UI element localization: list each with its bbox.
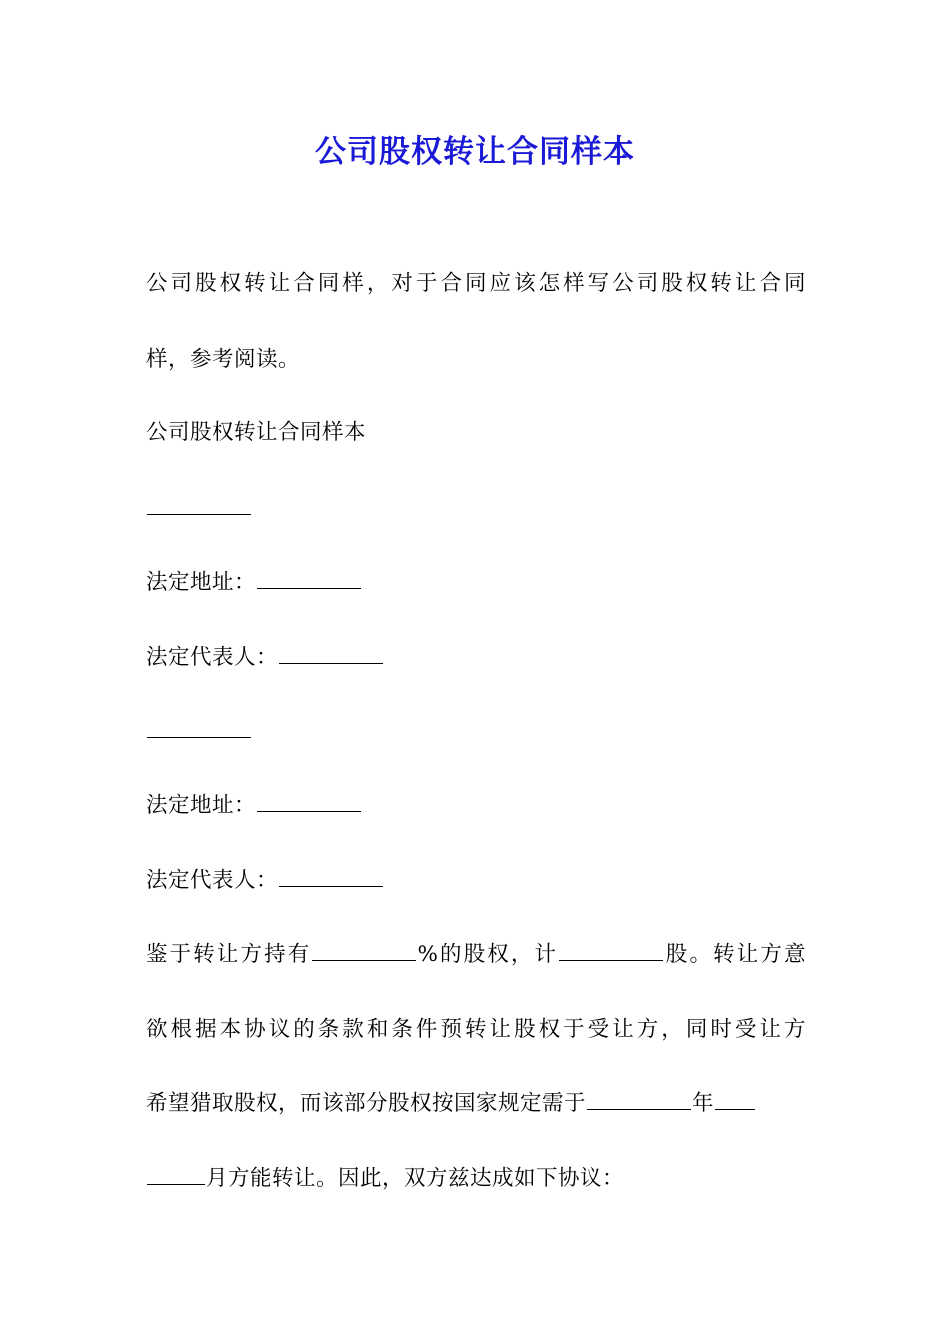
body-line-4 [146, 1159, 806, 1199]
share-percent-blank [312, 938, 416, 961]
party-b-address-label: 法定地址： [146, 793, 257, 818]
document-title: 公司股权转让合同样本 [315, 134, 635, 170]
party-a-rep-blank [279, 641, 383, 664]
section-subtitle: 公司股权转让合同样本 [146, 420, 367, 445]
body-line-3-part-b: 年 [692, 1091, 715, 1116]
party-b-name-line [146, 712, 806, 752]
body-line-1-part-b: %的股权，计 [417, 942, 559, 967]
month-blank-end [147, 1162, 205, 1185]
party-a-rep-line [146, 638, 806, 678]
body-line-4-text: 月方能转让。因此，双方兹达成如下协议： [206, 1166, 625, 1191]
party-b-address-line [146, 786, 806, 826]
body-line-3-part-a: 希望猎取股权，而该部分股权按国家规定需于 [146, 1091, 587, 1116]
party-b-rep-line [146, 861, 806, 901]
month-blank-start [715, 1087, 755, 1110]
party-a-address-label: 法定地址： [146, 570, 257, 595]
party-b-name-blank [147, 715, 251, 738]
party-b-rep-label: 法定代表人： [146, 868, 279, 893]
body-line-1-part-c: 股。转让方意 [664, 942, 806, 967]
share-count-blank [559, 938, 663, 961]
body-line-3 [146, 1084, 806, 1124]
body-line-2: 欲根据本协议的条款和条件预转让股权于受让方，同时受让方 [146, 1017, 806, 1042]
intro-line-1: 公司股权转让合同样，对于合同应该怎样写公司股权转让合同 [146, 271, 806, 296]
party-a-address-line [146, 563, 806, 603]
year-blank [587, 1087, 691, 1110]
party-a-name-line [146, 489, 806, 529]
party-b-address-blank [257, 789, 361, 812]
party-b-rep-blank [279, 864, 383, 887]
body-line-1 [146, 935, 806, 975]
party-a-address-blank [257, 566, 361, 589]
intro-line-2: 样，参考阅读。 [146, 347, 301, 372]
body-line-1-part-a: 鉴于转让方持有 [146, 942, 312, 967]
party-a-rep-label: 法定代表人： [146, 645, 279, 670]
party-a-name-blank [147, 492, 251, 515]
